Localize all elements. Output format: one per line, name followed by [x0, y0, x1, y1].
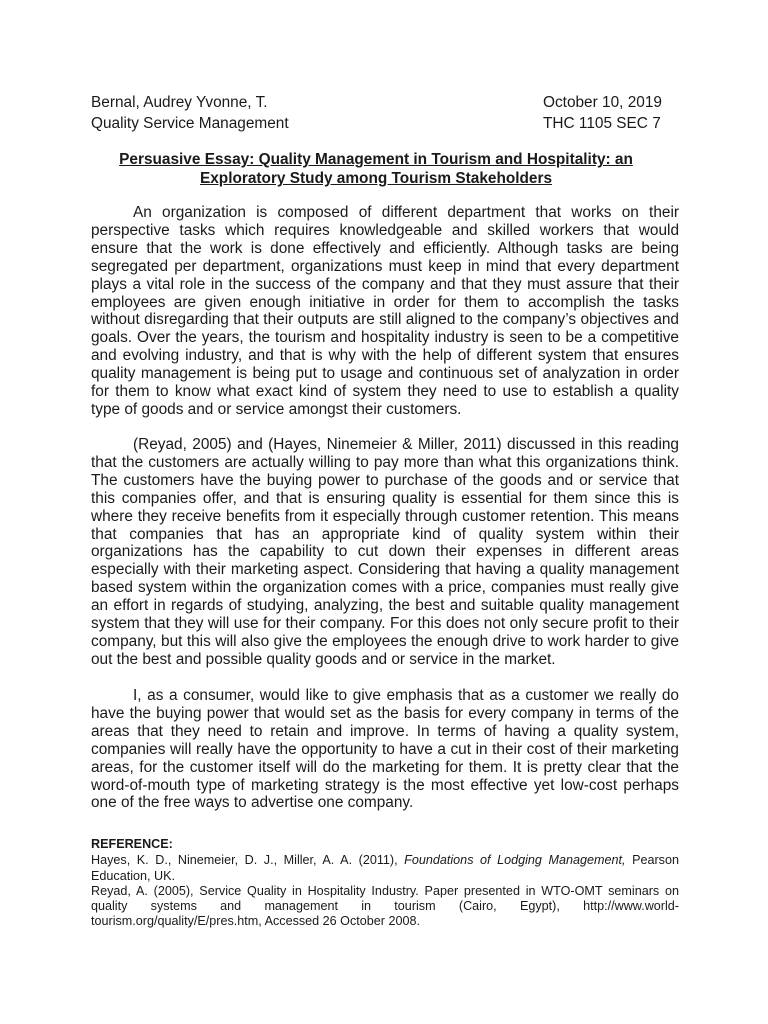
reference-publisher: Pearson Education, UK.	[91, 853, 679, 883]
essay-date: October 10, 2019	[543, 94, 662, 111]
reference-item	[91, 884, 679, 930]
reference-text: Hayes, K. D., Ninemeier, D. J., Miller, A. A. (2011),	[91, 853, 405, 868]
reference-book-title: Foundations of Lodging Management,	[404, 853, 626, 868]
reference-text: Reyad, A. (2005), Service Quality in Hospitality Industry. Paper presented in WTO-OMT seminars on quality systems and management in tourism (Cairo, Egypt), http://www.world-tourism.org/quality/E/pres.htm, Accessed 26 October 2008.	[91, 883, 679, 929]
body-paragraph-2	[91, 436, 679, 669]
paragraph-text: I, as a consumer, would like to give emphasis that as a customer we really do have the buying power that would set as the basis for every company in terms of the areas that they need to retain and improve. In terms of having a quality system, companies will really have the opportunity to have a cut in their cost of their marketing areas, for the customer itself will do the marketing for them. It is pretty clear that the word-of-mouth type of marketing strategy is the most effective yet low-cost perhaps one of the free ways to advertise one company.	[91, 687, 679, 812]
body-paragraph-1	[91, 204, 679, 419]
body-paragraph-3	[91, 687, 679, 812]
references-heading: REFERENCE:	[91, 837, 173, 851]
paragraph-text: An organization is composed of different department that works on their perspective tasks which requires knowledgeable and skilled workers that would ensure that the work is done effectively and efficiently. Although tasks are being segregated per department, organizations must keep in mind that every department plays a vital role in the success of the company and that they must assure that their employees are given enough initiative in order for them to accomplish the tasks without disregarding that their outputs are still aligned to the company’s objectives and goals. Over the years, the tourism and hospitality industry is seen to be a competitive and evolving industry, and that is why with the help of different system that ensures quality management is being put to usage and continuous set of analyzation in order for them to know what exact kind of system they need to use to establish a quality type of goods and or service amongst their customers.	[91, 204, 679, 418]
reference-item	[91, 853, 679, 884]
author-name: Bernal, Audrey Yvonne, T.	[91, 94, 268, 111]
paragraph-text: (Reyad, 2005) and (Hayes, Ninemeier & Miller, 2011) discussed in this reading that the customers are actually willing to pay more than what this organizations think. The customers have the buying power to purchase of the goods and or service that this companies offer, and that is ensuring quality is essential for them since this is where they receive benefits from it especially through customer retention. This means that companies that has an appropriate kind of quality system within their organizations has the capability to cut down their expenses in different areas especially with their marketing aspect. Considering that having a quality management based system within the organization comes with a price, companies must really give an effort in regards of studying, analyzing, the best and suitable quality management system that they will use for their company. For this does not only secure profit to their company, but this will also give the employees the enough drive to work harder to give out the best and possible quality goods and or service in the market.	[91, 436, 679, 668]
course-name: Quality Service Management	[91, 115, 289, 132]
references-section	[91, 837, 679, 930]
course-section: THC 1105 SEC 7	[543, 115, 661, 132]
essay-title: Persuasive Essay: Quality Management in Tourism and Hospitality: an Exploratory Study among Tourism Stakeholders	[119, 151, 633, 187]
